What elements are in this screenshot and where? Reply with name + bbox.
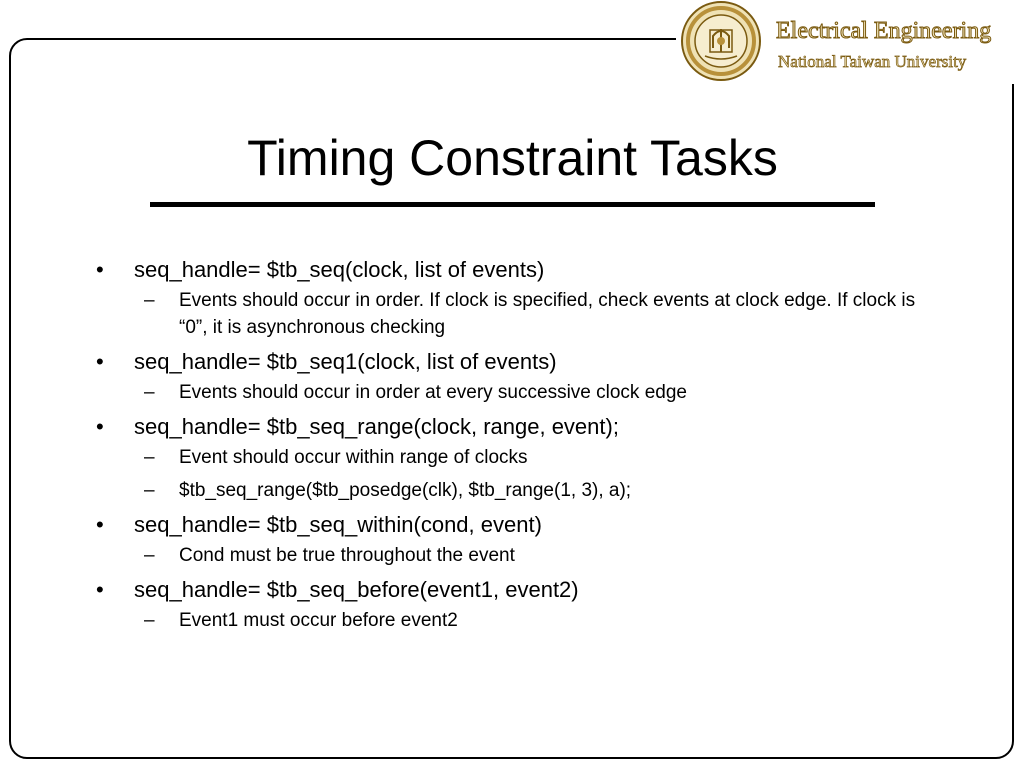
- sub-item: [134, 542, 916, 569]
- sub-item: [134, 287, 916, 341]
- bullet-marker: •: [96, 577, 104, 602]
- bullet-item: [96, 575, 916, 634]
- sub-list: [134, 444, 916, 504]
- sub-text: Event1 must occur before event2: [179, 610, 458, 631]
- bullet-marker: •: [96, 349, 104, 374]
- university-seal-icon: [680, 0, 762, 82]
- sub-list: [134, 379, 916, 406]
- dash-marker: –: [144, 545, 155, 566]
- slide-title: Timing Constraint Tasks: [247, 130, 778, 186]
- bullet-item: [96, 255, 916, 341]
- dash-marker: –: [144, 610, 155, 631]
- sub-list: [134, 287, 916, 341]
- dash-marker: –: [144, 290, 155, 311]
- sub-text: Event should occur within range of clocks: [179, 447, 528, 468]
- bullet-item: [96, 510, 916, 569]
- bullet-text: seq_handle= $tb_seq_range(clock, range, event);: [134, 414, 619, 439]
- bullet-text: seq_handle= $tb_seq1(clock, list of events): [134, 349, 557, 374]
- sub-text: Cond must be true throughout the event: [179, 545, 515, 566]
- sub-text: Events should occur in order at every successive clock edge: [179, 382, 687, 403]
- sub-list: [134, 607, 916, 634]
- bullet-text: seq_handle= $tb_seq_within(cond, event): [134, 512, 542, 537]
- bullet-text: seq_handle= $tb_seq(clock, list of events): [134, 257, 545, 282]
- header-logo: [676, 0, 1016, 84]
- sub-item: [134, 444, 916, 471]
- bullet-marker: •: [96, 414, 104, 439]
- dash-marker: –: [144, 480, 155, 501]
- sub-list: [134, 542, 916, 569]
- sub-text: Events should occur in order. If clock is specified, check events at clock edge. If clock is “0”, it is asynchronous checking: [179, 290, 916, 338]
- sub-item: [134, 477, 916, 504]
- title-underline: [150, 202, 875, 207]
- department-name: Electrical Engineering: [776, 18, 992, 44]
- bullet-text: seq_handle= $tb_seq_before(event1, event2): [134, 577, 579, 602]
- sub-item: [134, 607, 916, 634]
- bullet-item: [96, 412, 916, 504]
- bullet-list: [96, 255, 916, 640]
- dash-marker: –: [144, 447, 155, 468]
- bullet-marker: •: [96, 257, 104, 282]
- sub-text: $tb_seq_range($tb_posedge(clk), $tb_range(1, 3), a);: [179, 480, 632, 501]
- bullet-marker: •: [96, 512, 104, 537]
- bullet-item: [96, 347, 916, 406]
- sub-item: [134, 379, 916, 406]
- university-name: National Taiwan University: [778, 52, 967, 71]
- dash-marker: –: [144, 382, 155, 403]
